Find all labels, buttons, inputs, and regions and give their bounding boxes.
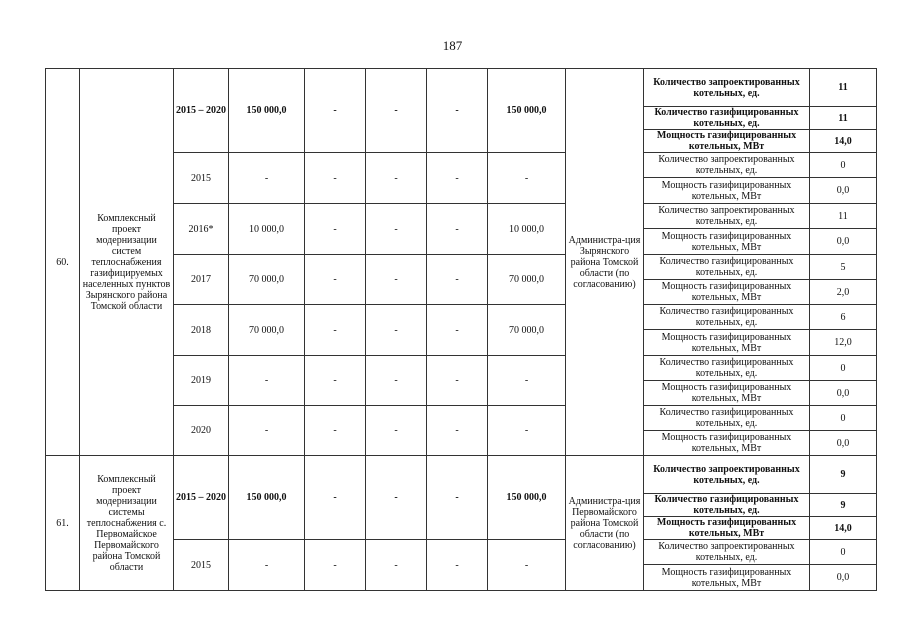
indicator-value: 0 xyxy=(810,153,877,178)
table-body xyxy=(46,69,877,591)
regional-cell: - xyxy=(366,69,427,153)
indicator-value: 11 xyxy=(810,204,877,229)
indicator-value: 0,0 xyxy=(810,178,877,204)
table-row xyxy=(46,456,877,494)
indicator-value: 0 xyxy=(810,540,877,565)
federal-cell: - xyxy=(305,456,366,540)
local-cell: - xyxy=(427,356,488,406)
extra-budget-cell: 70 000,0 xyxy=(488,305,566,356)
year-cell: 2015 – 2020 xyxy=(174,456,229,540)
total-cell: - xyxy=(229,540,305,591)
local-cell: - xyxy=(427,204,488,255)
extra-budget-cell: - xyxy=(488,356,566,406)
indicator-label: Мощность газифицированных котельных, МВт xyxy=(644,280,810,305)
local-cell: - xyxy=(427,406,488,456)
extra-budget-cell: 10 000,0 xyxy=(488,204,566,255)
event-name: Комплексный проект модернизации системы теплоснабжения с. Первомайское Первомайского района Томской области xyxy=(80,456,174,591)
year-cell: 2020 xyxy=(174,406,229,456)
indicator-label: Мощность газифицированных котельных, МВт xyxy=(644,517,810,540)
regional-cell: - xyxy=(366,204,427,255)
indicator-value: 11 xyxy=(810,69,877,107)
extra-budget-cell: 150 000,0 xyxy=(488,456,566,540)
regional-cell: - xyxy=(366,356,427,406)
regional-cell: - xyxy=(366,255,427,305)
local-cell: - xyxy=(427,305,488,356)
indicator-value: 11 xyxy=(810,107,877,130)
local-cell: - xyxy=(427,540,488,591)
indicator-value: 14,0 xyxy=(810,517,877,540)
regional-cell: - xyxy=(366,406,427,456)
local-cell: - xyxy=(427,456,488,540)
indicator-label: Количество запроектированных котельных, ед. xyxy=(644,69,810,107)
total-cell: 10 000,0 xyxy=(229,204,305,255)
year-cell: 2015 xyxy=(174,540,229,591)
indicator-label: Мощность газифицированных котельных, МВт xyxy=(644,229,810,255)
indicator-label: Мощность газифицированных котельных, МВт xyxy=(644,381,810,406)
local-cell: - xyxy=(427,255,488,305)
extra-budget-cell: - xyxy=(488,540,566,591)
year-cell: 2019 xyxy=(174,356,229,406)
regional-cell: - xyxy=(366,456,427,540)
indicator-label: Количество запроектированных котельных, ед. xyxy=(644,153,810,178)
federal-cell: - xyxy=(305,153,366,204)
indicator-label: Количество газифицированных котельных, ед. xyxy=(644,305,810,330)
indicator-label: Количество запроектированных котельных, ед. xyxy=(644,204,810,229)
extra-budget-cell: 70 000,0 xyxy=(488,255,566,305)
row-number: 61. xyxy=(46,456,80,591)
indicator-label: Мощность газифицированных котельных, МВт xyxy=(644,431,810,456)
regional-cell: - xyxy=(366,540,427,591)
local-cell: - xyxy=(427,69,488,153)
indicator-label: Количество газифицированных котельных, ед. xyxy=(644,107,810,130)
indicator-label: Количество газифицированных котельных, ед. xyxy=(644,356,810,381)
indicator-label: Количество газифицированных котельных, ед. xyxy=(644,406,810,431)
year-cell: 2015 – 2020 xyxy=(174,69,229,153)
indicator-value: 0,0 xyxy=(810,229,877,255)
year-cell: 2018 xyxy=(174,305,229,356)
indicator-label: Мощность газифицированных котельных, МВт xyxy=(644,330,810,356)
indicator-value: 5 xyxy=(810,255,877,280)
row-number: 60. xyxy=(46,69,80,456)
federal-cell: - xyxy=(305,69,366,153)
federal-cell: - xyxy=(305,540,366,591)
federal-cell: - xyxy=(305,356,366,406)
indicator-label: Мощность газифицированных котельных, МВт xyxy=(644,130,810,153)
total-cell: - xyxy=(229,356,305,406)
total-cell: 150 000,0 xyxy=(229,69,305,153)
federal-cell: - xyxy=(305,255,366,305)
indicator-value: 6 xyxy=(810,305,877,330)
extra-budget-cell: - xyxy=(488,406,566,456)
program-table xyxy=(45,68,877,591)
extra-budget-cell: - xyxy=(488,153,566,204)
table-row xyxy=(46,69,877,107)
total-cell: 150 000,0 xyxy=(229,456,305,540)
event-name: Комплексный проект модернизации систем теплоснабжения газифицируемых населенных пунктов Зырянского района Томской области xyxy=(80,69,174,456)
total-cell: - xyxy=(229,406,305,456)
indicator-label: Количество газифицированных котельных, ед. xyxy=(644,494,810,517)
indicator-value: 0,0 xyxy=(810,381,877,406)
extra-budget-cell: 150 000,0 xyxy=(488,69,566,153)
indicator-value: 0,0 xyxy=(810,565,877,591)
indicator-value: 0 xyxy=(810,406,877,431)
indicator-label: Мощность газифицированных котельных, МВт xyxy=(644,178,810,204)
indicator-label: Количество газифицированных котельных, ед. xyxy=(644,255,810,280)
indicator-value: 2,0 xyxy=(810,280,877,305)
executor-cell: Администра-ция Зырянского района Томской области (по согласованию) xyxy=(566,69,644,456)
indicator-label: Количество запроектированных котельных, ед. xyxy=(644,540,810,565)
indicator-value: 0 xyxy=(810,356,877,381)
regional-cell: - xyxy=(366,305,427,356)
indicator-label: Мощность газифицированных котельных, МВт xyxy=(644,565,810,591)
page-number: 187 xyxy=(442,38,463,53)
indicator-value: 12,0 xyxy=(810,330,877,356)
year-cell: 2017 xyxy=(174,255,229,305)
total-cell: 70 000,0 xyxy=(229,255,305,305)
federal-cell: - xyxy=(305,305,366,356)
indicator-value: 9 xyxy=(810,456,877,494)
regional-cell: - xyxy=(366,153,427,204)
indicator-value: 14,0 xyxy=(810,130,877,153)
total-cell: - xyxy=(229,153,305,204)
indicator-label: Количество запроектированных котельных, ед. xyxy=(644,456,810,494)
indicator-value: 0,0 xyxy=(810,431,877,456)
local-cell: - xyxy=(427,153,488,204)
federal-cell: - xyxy=(305,406,366,456)
year-cell: 2016* xyxy=(174,204,229,255)
total-cell: 70 000,0 xyxy=(229,305,305,356)
executor-cell: Администра-ция Первомайского района Томской области (по согласованию) xyxy=(566,456,644,591)
year-cell: 2015 xyxy=(174,153,229,204)
indicator-value: 9 xyxy=(810,494,877,517)
federal-cell: - xyxy=(305,204,366,255)
